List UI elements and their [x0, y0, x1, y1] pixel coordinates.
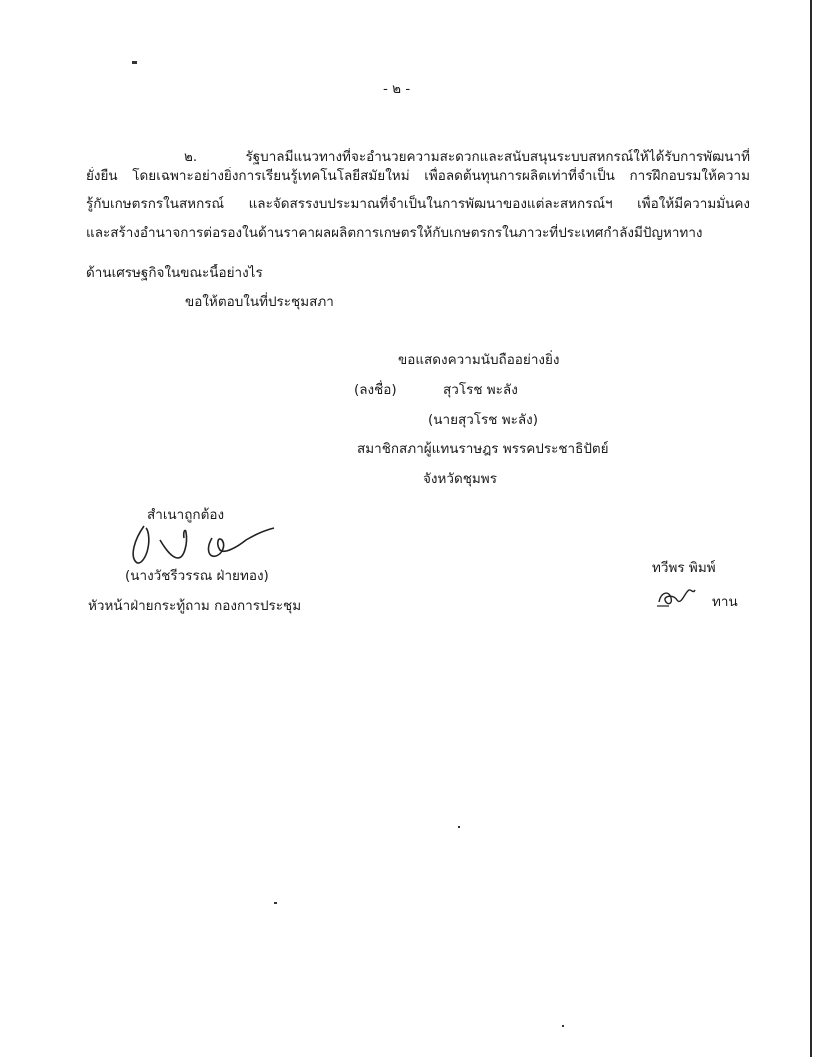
scan-speck [132, 61, 137, 64]
scan-speck [274, 902, 277, 904]
closing-regards: ขอแสดงความนับถืออย่างยิ่ง [398, 352, 560, 368]
question-line-1: ๒. รัฐบาลมีแนวทางที่จะอำนวยความสะดวกและสนับสนุนระบบสหกรณ์ให้ได้รับการพัฒนาที่ [184, 149, 750, 165]
signer-full-name: (นายสุวโรช พะลัง) [428, 412, 539, 428]
checker-initials [655, 584, 699, 610]
signer-position: สมาชิกสภาผู้แทนราษฎร พรรคประชาธิปัตย์ [357, 441, 609, 457]
certifier-position: หัวหน้าฝ่ายกระทู้ถาม กองการประชุม [88, 598, 302, 614]
typist-label: ทวีพร พิมพ์ [652, 560, 716, 576]
checker-label: ทาน [712, 594, 738, 610]
signed-name: สุวโรช พะลัง [443, 382, 518, 398]
question-line-4: และสร้างอำนาจการต่อรองในด้านราคาผลผลิตการเกษตรให้กับเกษตรกรในภาวะที่ประเทศกำลังมีปัญหาทาง [86, 225, 703, 241]
page-number: - ๒ - [383, 81, 411, 97]
question-line-3: รู้กับเกษตรกรในสหกรณ์ และจัดสรรงบประมาณที่จำเป็นในการพัฒนาของแต่ละสหกรณ์ฯ เพื่อให้มีความมั่นคง [86, 196, 750, 212]
scan-speck [562, 1025, 564, 1027]
signer-province: จังหวัดชุมพร [423, 471, 497, 487]
question-line-2: ยั่งยืน โดยเฉพาะอย่างยิ่งการเรียนรู้เทคโนโลยีสมัยใหม่ เพื่อลดต้นทุนการผลิตเท่าที่จำเป็น การฝึกอบรมให้ความ [86, 168, 750, 184]
certifier-signature [126, 518, 278, 570]
sign-prefix: (ลงชื่อ) [354, 382, 397, 398]
scan-edge-line [810, 0, 812, 1057]
question-line-5: ด้านเศรษฐกิจในขณะนี้อย่างไร [86, 265, 263, 281]
certification-label: สำเนาถูกต้อง [147, 507, 225, 523]
scan-speck [458, 826, 460, 828]
reply-request: ขอให้ตอบในที่ประชุมสภา [185, 294, 334, 310]
certifier-name: (นางวัชรีวรรณ ฝ่ายทอง) [125, 568, 269, 584]
